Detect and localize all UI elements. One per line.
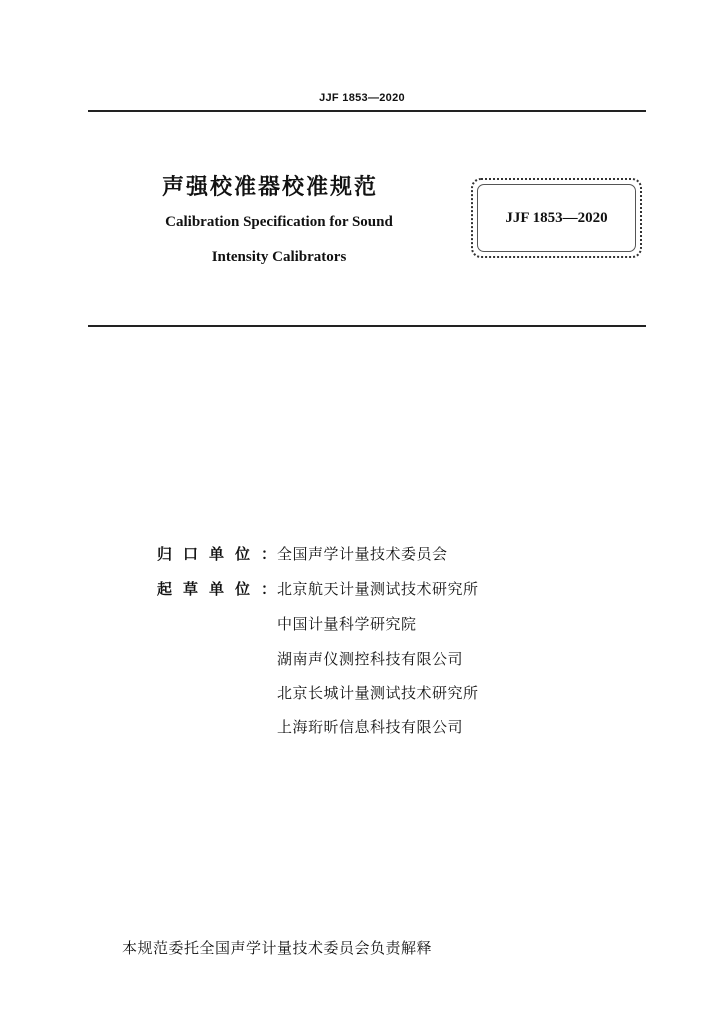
drafting-unit-4: 北京长城计量测试技术研究所 (277, 684, 479, 702)
drafting-unit-label: 起草单位： (157, 580, 288, 598)
header-code: JJF 1853—2020 (319, 92, 405, 104)
drafting-unit-5: 上海珩昕信息科技有限公司 (277, 718, 464, 736)
code-box (471, 178, 642, 258)
responsible-unit-value: 全国声学计量技术委员会 (277, 545, 448, 563)
drafting-unit-3: 湖南声仪测控科技有限公司 (277, 650, 464, 668)
drafting-unit-2: 中国计量科学研究院 (277, 615, 417, 633)
drafting-unit-1: 北京航天计量测试技术研究所 (277, 580, 479, 598)
footer-note: 本规范委托全国声学计量技术委员会负责解释 (122, 939, 433, 957)
responsible-unit-label: 归口单位： (157, 545, 288, 563)
bottom-rule (88, 325, 646, 327)
english-title-line1: Calibration Specification for Sound (165, 214, 393, 230)
code-box-text: JJF 1853—2020 (505, 210, 608, 226)
english-title-line2: Intensity Calibrators (211, 249, 347, 265)
top-rule (88, 110, 646, 112)
chinese-title: 声强校准器校准规范 (162, 175, 379, 200)
